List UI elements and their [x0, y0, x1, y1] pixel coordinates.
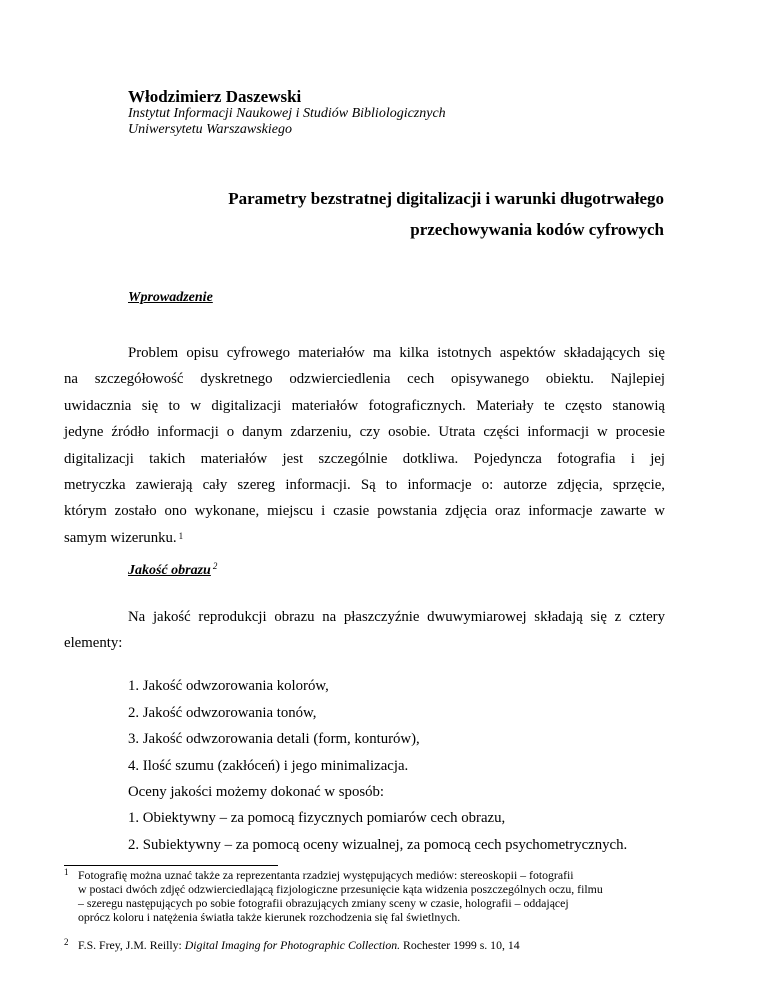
- intro-line: jedyne źródło informacji o danym zdarzeniu, czy osobie. Utrata części informacji w procesie: [64, 424, 665, 441]
- footnote-1-line: Fotografię można uznać także za reprezentanta rzadziej występujących mediów: stereoskopii – fotografii: [78, 868, 574, 882]
- footnote-2-title: Digital Imaging for Photographic Collection.: [184, 938, 401, 952]
- author-name: Włodzimierz Daszewski: [128, 87, 302, 106]
- intro-line: na szczegółowość dyskretnego odzwierciedlenia cech opisywanego obiektu. Najlepiej: [64, 371, 665, 388]
- footnote-2-number: 2: [64, 937, 69, 947]
- list-item: 2. Jakość odwzorowania tonów,: [128, 705, 317, 721]
- affiliation-line-2: Uniwersytetu Warszawskiego: [128, 122, 292, 137]
- list-item: 2. Subiektywny – za pomocą oceny wizualnej, za pomocą cech psychometrycznych.: [128, 837, 628, 853]
- intro-line-text: samym wizerunku.: [64, 529, 177, 546]
- intro-line: Problem opisu cyfrowego materiałów ma kilka istotnych aspektów składających się: [128, 345, 665, 361]
- intro-line: digitalizacji takich materiałów jest szczególnie dotkliwa. Pojedyncza fotografia i jej: [64, 450, 665, 467]
- quality-line: Na jakość reprodukcji obrazu na płaszczyźnie dwuwymiarowej składają się z cztery: [128, 609, 665, 625]
- list-item: 1. Jakość odwzorowania kolorów,: [128, 678, 329, 694]
- list-intro-text: Oceny jakości możemy dokonać w sposób:: [128, 784, 385, 800]
- footnote-1-number: 1: [64, 867, 69, 877]
- footnote-1-line: w postaci dwóch zdjęć odzwierciedlającą fizjologiczne przesunięcie kąta widzenia poszczególnych oczu, filmu: [78, 882, 603, 896]
- intro-line: którym zostało ono wykonane, miejscu i czasie powstania zdjęcia oraz informacje zawarte w: [64, 503, 665, 520]
- section-heading-quality: [128, 563, 217, 579]
- intro-paragraph: [64, 340, 665, 551]
- intro-line: metryczka zawierają cały szereg informacji. Są to informacje o: autorze zdjęcia, sprzęcie,: [64, 477, 665, 494]
- intro-line: uwidacznia się to w digitalizacji materiałów fotograficznych. Materiały te często stanowią: [64, 397, 665, 414]
- title-line-2: przechowywania kodów cyfrowych: [410, 220, 664, 239]
- affiliation-line-1: Instytut Informacji Naukowej i Studiów Bibliologicznych: [128, 106, 446, 121]
- intro-line-last: [64, 525, 665, 551]
- list-item: 3. Jakość odwzorowania detali (form, konturów),: [128, 731, 420, 747]
- footnote-1-body: [78, 868, 603, 924]
- section-heading-quality-text: Jakość obrazu: [128, 563, 211, 578]
- section-heading-intro: Wprowadzenie: [128, 290, 213, 305]
- footnote-2-publication: Rochester 1999 s. 10, 14: [400, 938, 520, 952]
- footnote-1-line: – szeregu następujących po sobie fotografii obrazujących zmiany sceny w czasie, holografii – oddającej: [78, 896, 569, 910]
- footnote-2-authors: F.S. Frey, J.M. Reilly:: [78, 938, 185, 952]
- footnote-ref-1[interactable]: 1: [178, 530, 184, 541]
- footnote-1-line: oprócz koloru i natężenia światła także kierunek rozchodzenia się fal świetlnych.: [78, 910, 461, 924]
- list-item: 4. Ilość szumu (zakłóceń) i jego minimalizacja.: [128, 758, 409, 774]
- list-item: 1. Obiektywny – za pomocą fizycznych pomiarów cech obrazu,: [128, 810, 506, 826]
- footnote-2-line: [78, 938, 520, 952]
- quality-paragraph: [64, 604, 665, 657]
- footnote-separator: [64, 865, 278, 866]
- footnote-2-body: [78, 938, 520, 952]
- title-line-1: Parametry bezstratnej digitalizacji i warunki długotrwałego: [228, 189, 664, 208]
- footnote-ref-2[interactable]: 2: [212, 561, 218, 571]
- quality-line: elementy:: [64, 635, 123, 652]
